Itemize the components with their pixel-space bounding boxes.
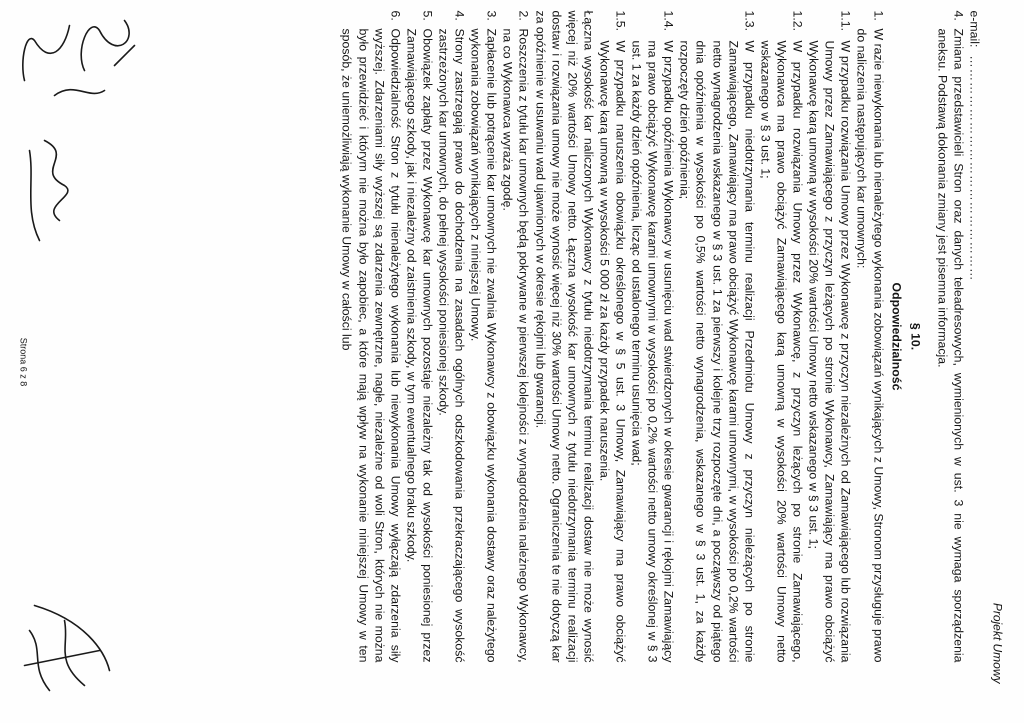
- email-label: e-mail:: [967, 10, 981, 47]
- section-title: Odpowiedzialność: [888, 282, 903, 390]
- paragraph-text: Strony zastrzegają prawo do dochodzenia na zasadach ogólnych odszkodowania przekraczającego wysokość zastrzeżonych kar umownych, do pełnej wysokości poniesionej szkody.: [436, 28, 467, 662]
- paragraph-text: W przypadku rozwiązania Umowy przez Wykonawcę, z przyczyn leżących po stronie Zamawiającego, Wykonawca ma prawo obciążyć Zamawiającego karą umowną w wysokości 20% wartości Umowy netto wskazanego w § 3 ust. 1;: [757, 40, 805, 662]
- paragraph-3: [467, 10, 499, 662]
- paragraph-1: [853, 10, 885, 662]
- paragraph-1-5: [596, 10, 628, 662]
- paragraph-number: 4.: [452, 10, 467, 21]
- section-number: § 10.: [907, 322, 922, 350]
- paragraph-text: W razie niewykonania lub nienależytego wykonania zobowiązań wynikających z Umowy, Stronom przysługuje prawo do naliczenia następujących kar umownych:: [854, 28, 885, 662]
- paragraph-4: [435, 10, 467, 662]
- paragraph-number: 3.: [484, 10, 499, 21]
- paragraph-number: 5.: [419, 10, 434, 21]
- item-number: 4.: [950, 10, 965, 21]
- paragraph-1-4: [628, 10, 676, 662]
- paragraph-number: 1.4.: [661, 10, 676, 31]
- paragraph-5: [403, 10, 435, 662]
- paragraph-text: Odpowiedzialność Stron z tytułu nienależytego wykonania lub niewykonania Umowy wyłączają zdarzenia siły wyższej. Zdarzeniami siły wyższej są zdarzenia zewnętrzne, nagłe, niezależne od woli Stron, których nie można było przewidzieć i którym nie można było zapobiec, a które mają wpływ na wykonanie niniejszej Umowy w ten sposób, że uniemożliwiają wykonanie Umowy w całości lub: [339, 28, 402, 662]
- paragraph-number: 1.: [870, 10, 885, 21]
- paragraph-text: W przypadku naruszenia obowiązku określonego w § 5 ust. 3 Umowy, Zamawiający ma prawo obciążyć Wykonawcę karą umowną w wysokości 5 000 zł za każdy przypadek naruszenia.: [596, 40, 628, 662]
- paragraph-limits: Łączna wysokość kar naliczonych Wykonawcy z tytułu niedotrzymania terminu realizacji dostaw nie może wynosić więcej niż 20% wartości Umowy netto. Łączna wysokość kar umownych z tytułu niedotrzymania terminu realizacji dostaw i rozwiązania umowy nie może wynosić więcej niż 30% wartości Umowy netto. Ograniczenia te nie dotyczą kar za opóźnienie w usuwaniu wad ujawnionych w okresie rękojmi lub gwarancji.: [532, 10, 595, 662]
- paragraph-number: 6.: [387, 10, 402, 21]
- paragraph-number: 1.3.: [741, 10, 756, 31]
- email-dots: ……………………………………………: [967, 54, 981, 281]
- paragraph-1-2: [757, 10, 805, 662]
- paragraph-number: 1.5.: [613, 10, 628, 31]
- paragraph-text: Zapłacenie lub potrącenie kar umownych nie zwalnia Wykonawcy z obowiązku wykonania dostawy oraz należytego wykonania zobowiązań wynikających z niniejszej Umowy.: [468, 28, 499, 662]
- email-line: [966, 10, 982, 662]
- paragraph-number: 1.2.: [790, 10, 805, 31]
- page-footer: Strona 6 z 8: [18, 337, 28, 386]
- paragraph-number: 1.1.: [838, 10, 853, 31]
- paragraph-1-1: [805, 10, 853, 662]
- handwritten-signature-right: [14, 590, 124, 700]
- document-header: Projekt Umowy: [990, 602, 1004, 683]
- paragraph-2: [499, 10, 531, 662]
- paragraph-6: [338, 10, 402, 662]
- paragraph-text: Obowiązek zapłaty przez Wykonawcę kar umownych pozostaje niezależny tak od wysokości poniesionej przez Zamawiającego szkody, jak i niezależny od zaistnienia szkody, w tym ewentualnego braku szkody.: [403, 28, 434, 662]
- paragraph-text: Roszczenia z tytułu kar umownych będą pokrywane w pierwszej kolejności z wynagrodzenia należnego Wykonawcy, na co Wykonawca wyraża zgodę.: [500, 28, 531, 662]
- paragraph-text: W przypadku niedotrzymania terminu realizacji Przedmiotu Umowy z przyczyn nieleżących po stronie Zamawiającego, Zamawiający ma prawo obciążyć Wykonawcę karami umownymi, w wysokości po 0,2% wartości netto wynagrodzenia wskazanego w § 3 ust. 1 za pierwszy i kolejne trzy rozpoczęte dni, a począwszy od piątego dnia opóźnienia w wysokości po 0,5% wartości netto wynagrodzenia, wskazanego w § 3 ust. 1, za każdy rozpoczęty dzień opóźnienia;: [677, 40, 756, 662]
- paragraph-1-3: [676, 10, 756, 662]
- item-4-representatives: [934, 10, 966, 662]
- item-text: Zmiana przedstawicieli Stron oraz danych teleadresowych, wymienionych w ust. 3 nie wymaga sporządzenia aneksu. Podstawą dokonania zmiany jest pisemna informacja.: [934, 28, 965, 662]
- paragraph-text: W przypadku rozwiązania Umowy przez Wykonawcę z przyczyn niezależnych od Zamawiającego lub rozwiązania Umowy przez Zamawiającego z przyczyn leżących po stronie Wykonawcy, Zamawiający ma prawo obciążyć Wykonawcę karą umowną w wysokości 20% wartości Umowy netto wskazanego w § 3 ust. 1;: [806, 40, 853, 662]
- paragraph-text: W przypadku opóźnienia Wykonawcy w usunięciu wad stwierdzonych w okresie gwarancji i rękojmi Zamawiający ma prawo obciążyć Wykonawcę karami umownymi w wysokości po 0,2% wartości netto umowy określonej w § 3 ust. 1 za każdy dzień opóźnienia, licząc od ustalonego terminu usunięcia wad;: [629, 40, 676, 662]
- paragraph-number: 2.: [516, 10, 531, 21]
- document-body: [338, 10, 982, 662]
